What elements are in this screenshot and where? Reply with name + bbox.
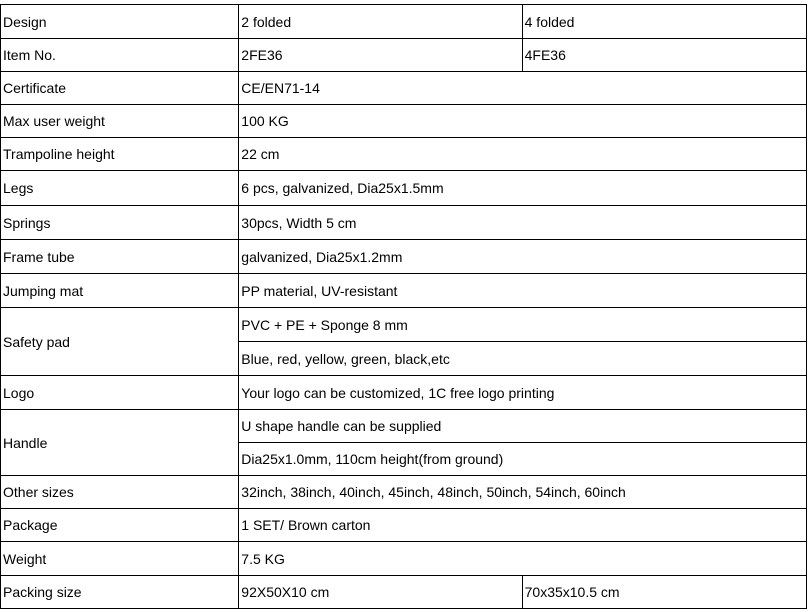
label-design: Design [1,5,239,39]
value-logo: Your logo can be customized, 1C free logo printing [239,376,807,410]
value-design-4-folded: 4 folded [522,5,806,39]
value-handle-shape: U shape handle can be supplied [239,410,807,443]
row-logo [1,376,807,410]
label-safety-pad: Safety pad [1,308,239,376]
row-frame-tube [1,240,807,274]
value-packing-size-2: 92X50X10 cm [239,576,522,609]
value-safety-pad-material: PVC + PE + Sponge 8 mm [239,308,807,342]
row-legs [1,171,807,206]
value-weight: 7.5 KG [239,542,807,576]
row-packing-size [1,576,807,609]
label-handle: Handle [1,410,239,476]
row-springs [1,206,807,240]
row-jumping-mat [1,274,807,308]
value-design-2-folded: 2 folded [239,5,522,39]
row-trampoline-height [1,138,807,171]
label-max-user-weight: Max user weight [1,105,239,138]
value-other-sizes: 32inch, 38inch, 40inch, 45inch, 48inch, 50inch, 54inch, 60inch [239,476,807,509]
label-legs: Legs [1,171,239,206]
value-package: 1 SET/ Brown carton [239,509,807,542]
value-handle-dimensions: Dia25x1.0mm, 110cm height(from ground) [239,443,807,476]
row-item-no [1,39,807,72]
label-weight: Weight [1,542,239,576]
value-springs: 30pcs, Width 5 cm [239,206,807,240]
value-certificate: CE/EN71-14 [239,72,807,105]
value-packing-size-4: 70x35x10.5 cm [522,576,806,609]
label-other-sizes: Other sizes [1,476,239,509]
value-legs: 6 pcs, galvanized, Dia25x1.5mm [239,171,807,206]
label-springs: Springs [1,206,239,240]
row-max-user-weight [1,105,807,138]
label-logo: Logo [1,376,239,410]
label-packing-size: Packing size [1,576,239,609]
value-item-no-4: 4FE36 [522,39,806,72]
value-jumping-mat: PP material, UV-resistant [239,274,807,308]
row-certificate [1,72,807,105]
value-trampoline-height: 22 cm [239,138,807,171]
value-max-user-weight: 100 KG [239,105,807,138]
label-frame-tube: Frame tube [1,240,239,274]
label-package: Package [1,509,239,542]
value-frame-tube: galvanized, Dia25x1.2mm [239,240,807,274]
label-jumping-mat: Jumping mat [1,274,239,308]
value-safety-pad-colors: Blue, red, yellow, green, black,etc [239,342,807,376]
row-weight [1,542,807,576]
spec-table [0,4,807,609]
label-certificate: Certificate [1,72,239,105]
label-trampoline-height: Trampoline height [1,138,239,171]
row-design [1,5,807,39]
label-item-no: Item No. [1,39,239,72]
value-item-no-2: 2FE36 [239,39,522,72]
row-other-sizes [1,476,807,509]
row-safety-pad-1 [1,308,807,342]
row-package [1,509,807,542]
row-handle-1 [1,410,807,443]
